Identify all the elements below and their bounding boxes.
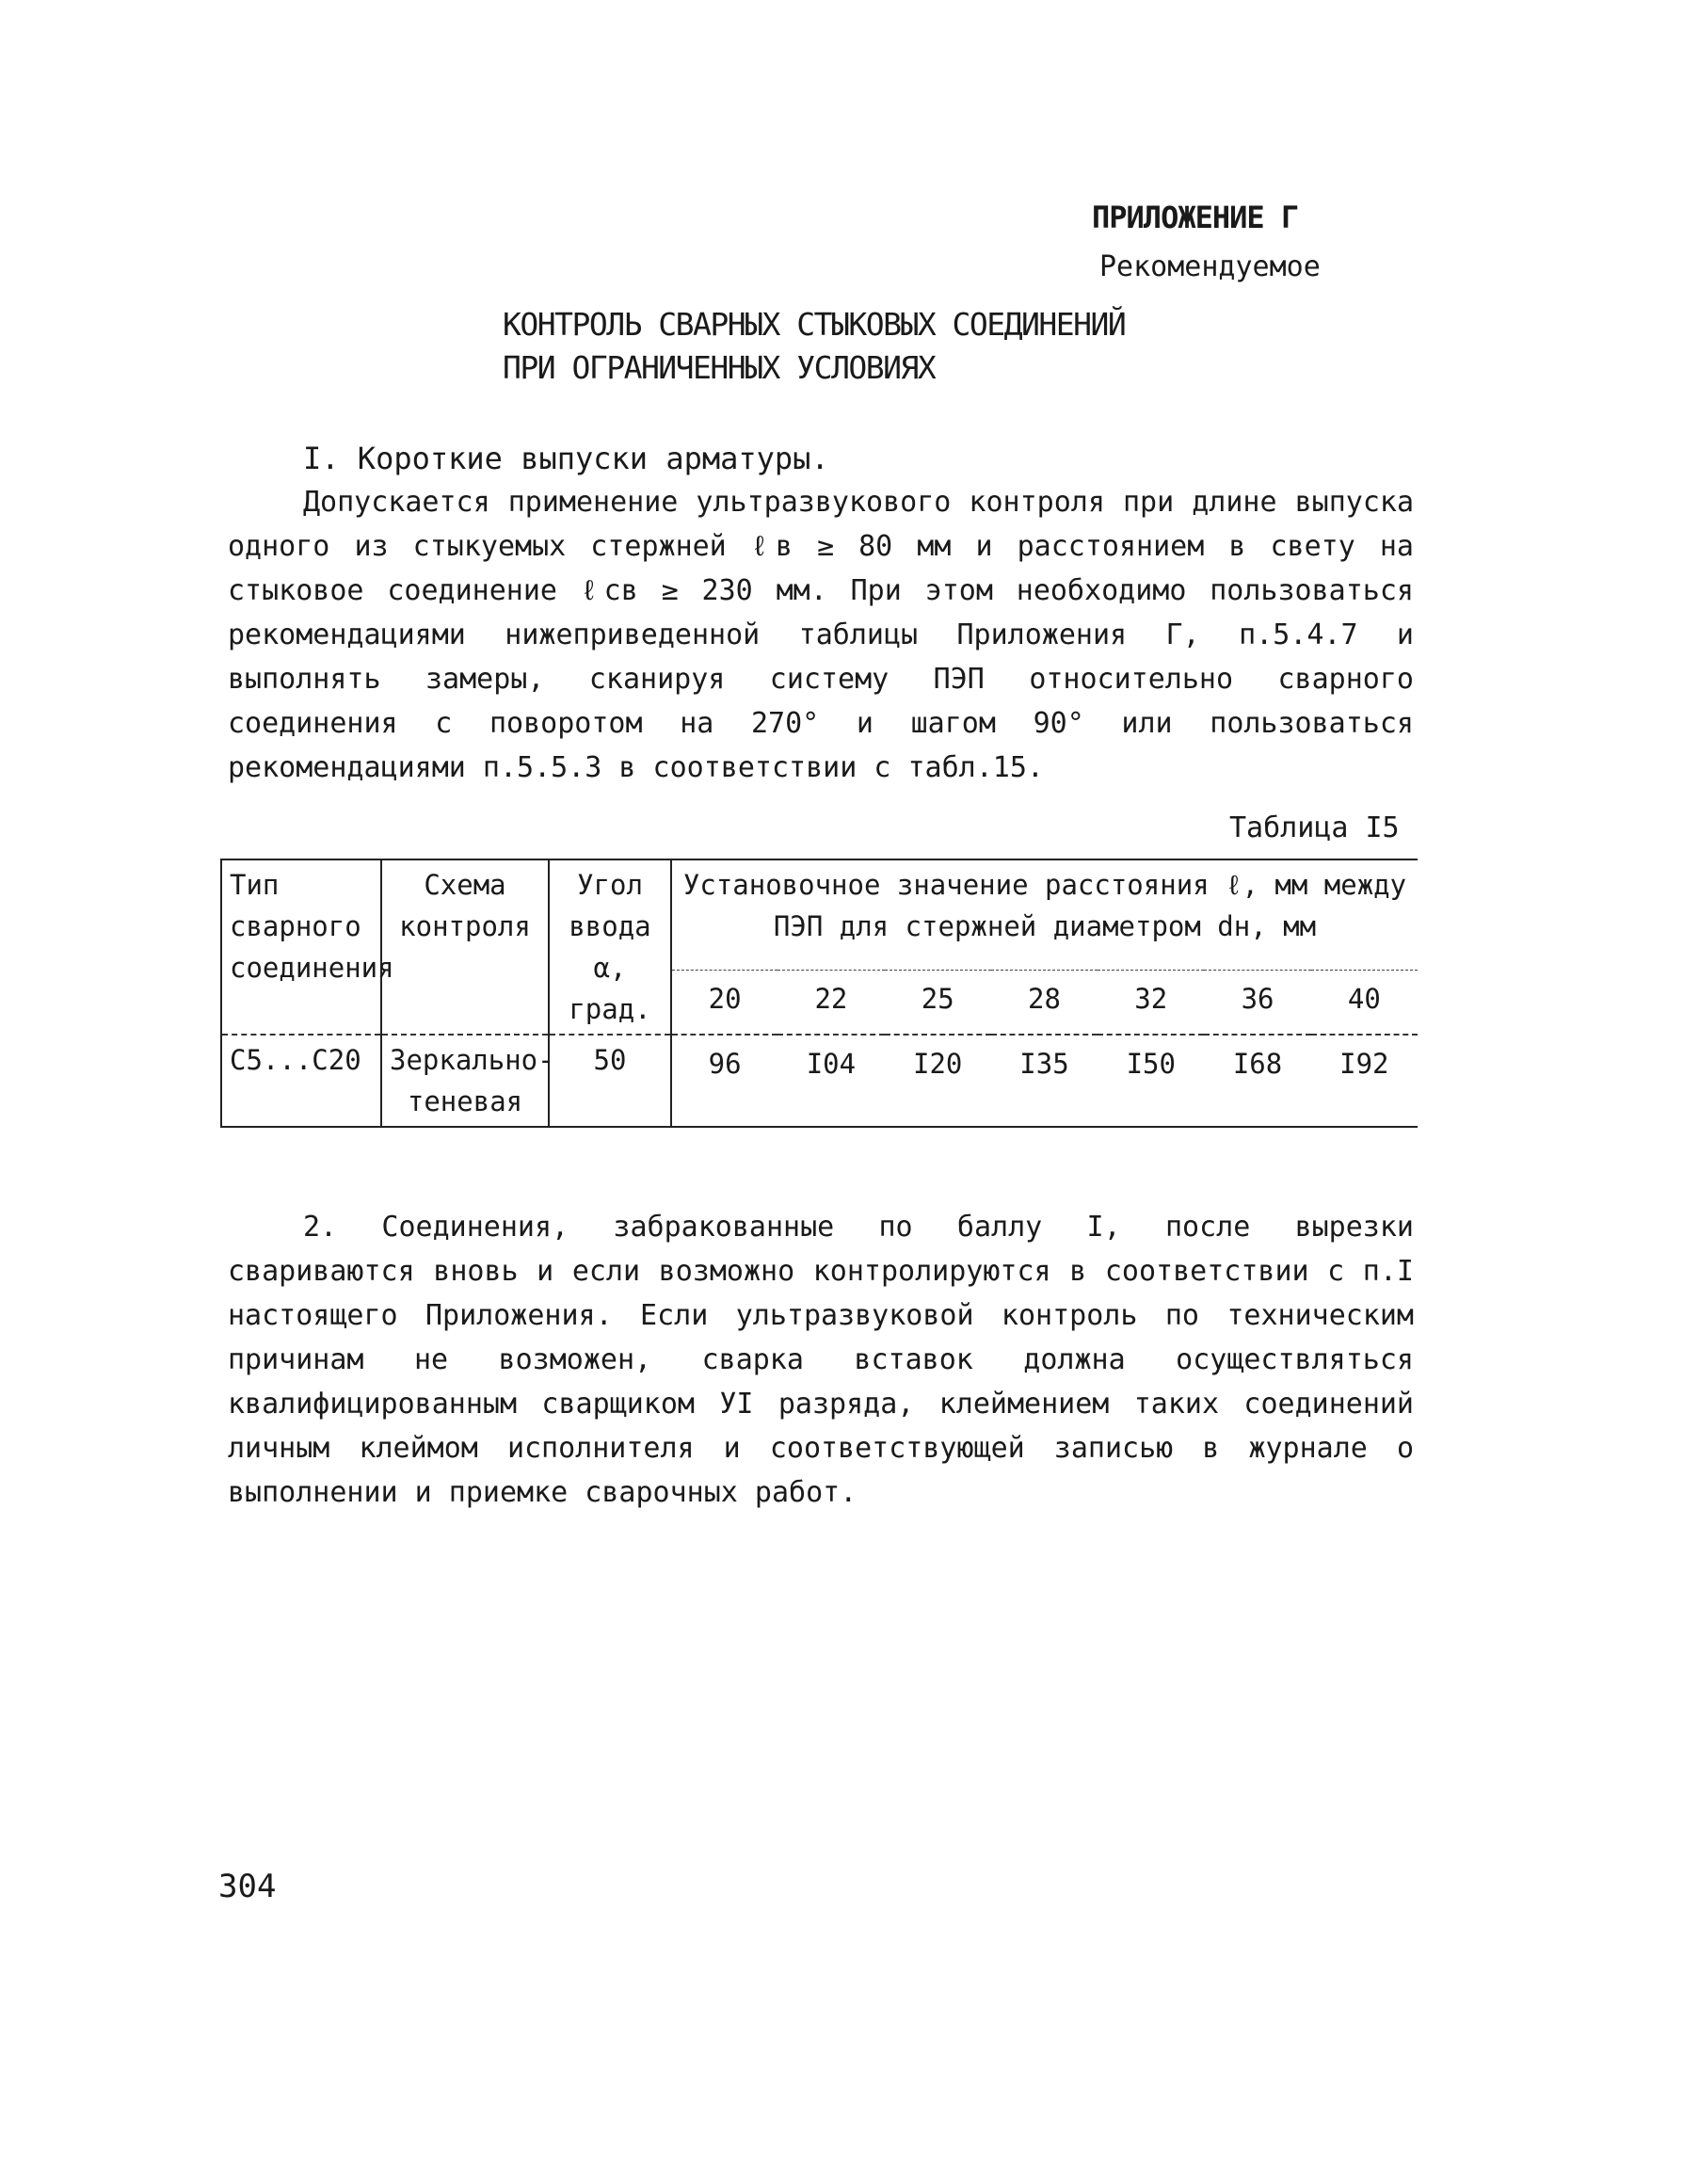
diameter-cell: 32 bbox=[1098, 970, 1204, 1035]
document-title-line-2: ПРИ ОГРАНИЧЕННЫХ УСЛОВИЯХ bbox=[503, 349, 936, 386]
value-cell: I04 bbox=[777, 1035, 884, 1127]
section-1-paragraph bbox=[228, 480, 1414, 790]
header-weld-type: Тип сварного соединения bbox=[221, 859, 381, 1035]
row-scheme: Зеркально-теневая bbox=[381, 1035, 549, 1127]
document-title-line-1: КОНТРОЛЬ СВАРНЫХ СТЫКОВЫХ СОЕДИНЕНИЙ bbox=[503, 306, 1126, 343]
table-header-row bbox=[221, 859, 1418, 970]
table-15 bbox=[220, 859, 1418, 1128]
table-label: Таблица I5 bbox=[1229, 811, 1400, 844]
row-weld-type: С5...С20 bbox=[221, 1035, 381, 1127]
section-2-paragraph bbox=[228, 1205, 1414, 1515]
section-1-text: Допускается применение ультразвукового контроля при длине выпуска одного из стыкуемых стержней ℓв ≥ 80 мм и расстоянием в свету на стыковое соединение ℓсв ≥ 230 мм. При этом необходимо пользоваться рекомендациями нижеприведенной таблицы Приложения Г, п.5.4.7 и выполнять замеры, сканируя систему ПЭП относительно сварного соединения с поворотом на 270° и шагом 90° или пользоваться рекомендациями п.5.5.3 в соответствии с табл.15. bbox=[228, 486, 1414, 784]
value-cell: I92 bbox=[1311, 1035, 1418, 1127]
header-angle: Угол ввода α, град. bbox=[549, 859, 671, 1035]
header-distance-values: Установочное значение расстояния ℓ, мм между ПЭП для стержней диаметром dн, мм bbox=[671, 859, 1418, 970]
value-cell: I68 bbox=[1204, 1035, 1310, 1127]
document-title bbox=[503, 303, 1125, 390]
value-cell: I50 bbox=[1098, 1035, 1204, 1127]
section-2-text: 2. Соединения, забракованные по баллу I, после вырезки свариваются вновь и если возможно контролируются в соответствии с п.I настоящего Приложения. Если ультразвуковой контроль по техническим причинам не возможен, сварка вставок должна осуществляться квалифицированным сварщиком УI разряда, клеймением таких соединений личным клеймом исполнителя и соответствующей записью в журнале о выполнении и приемке сварочных работ. bbox=[228, 1211, 1414, 1509]
diameter-cell: 25 bbox=[885, 970, 991, 1035]
diameter-cell: 22 bbox=[777, 970, 884, 1035]
page-number: 304 bbox=[218, 1868, 277, 1905]
appendix-heading: ПРИЛОЖЕНИЕ Г bbox=[1092, 200, 1299, 235]
section-1-heading: I. Короткие выпуски арматуры. bbox=[303, 441, 829, 476]
header-scheme: Схема контроля bbox=[381, 859, 549, 1035]
value-cell: 96 bbox=[671, 1035, 777, 1127]
diameter-cell: 20 bbox=[671, 970, 777, 1035]
value-cell: I20 bbox=[885, 1035, 991, 1127]
table-row bbox=[221, 1035, 1418, 1127]
row-angle: 50 bbox=[549, 1035, 671, 1127]
diameter-cell: 36 bbox=[1204, 970, 1310, 1035]
diameter-cell: 28 bbox=[991, 970, 1098, 1035]
diameter-cell: 40 bbox=[1311, 970, 1418, 1035]
appendix-status: Рекомендуемое bbox=[1099, 250, 1321, 283]
value-cell: I35 bbox=[991, 1035, 1098, 1127]
